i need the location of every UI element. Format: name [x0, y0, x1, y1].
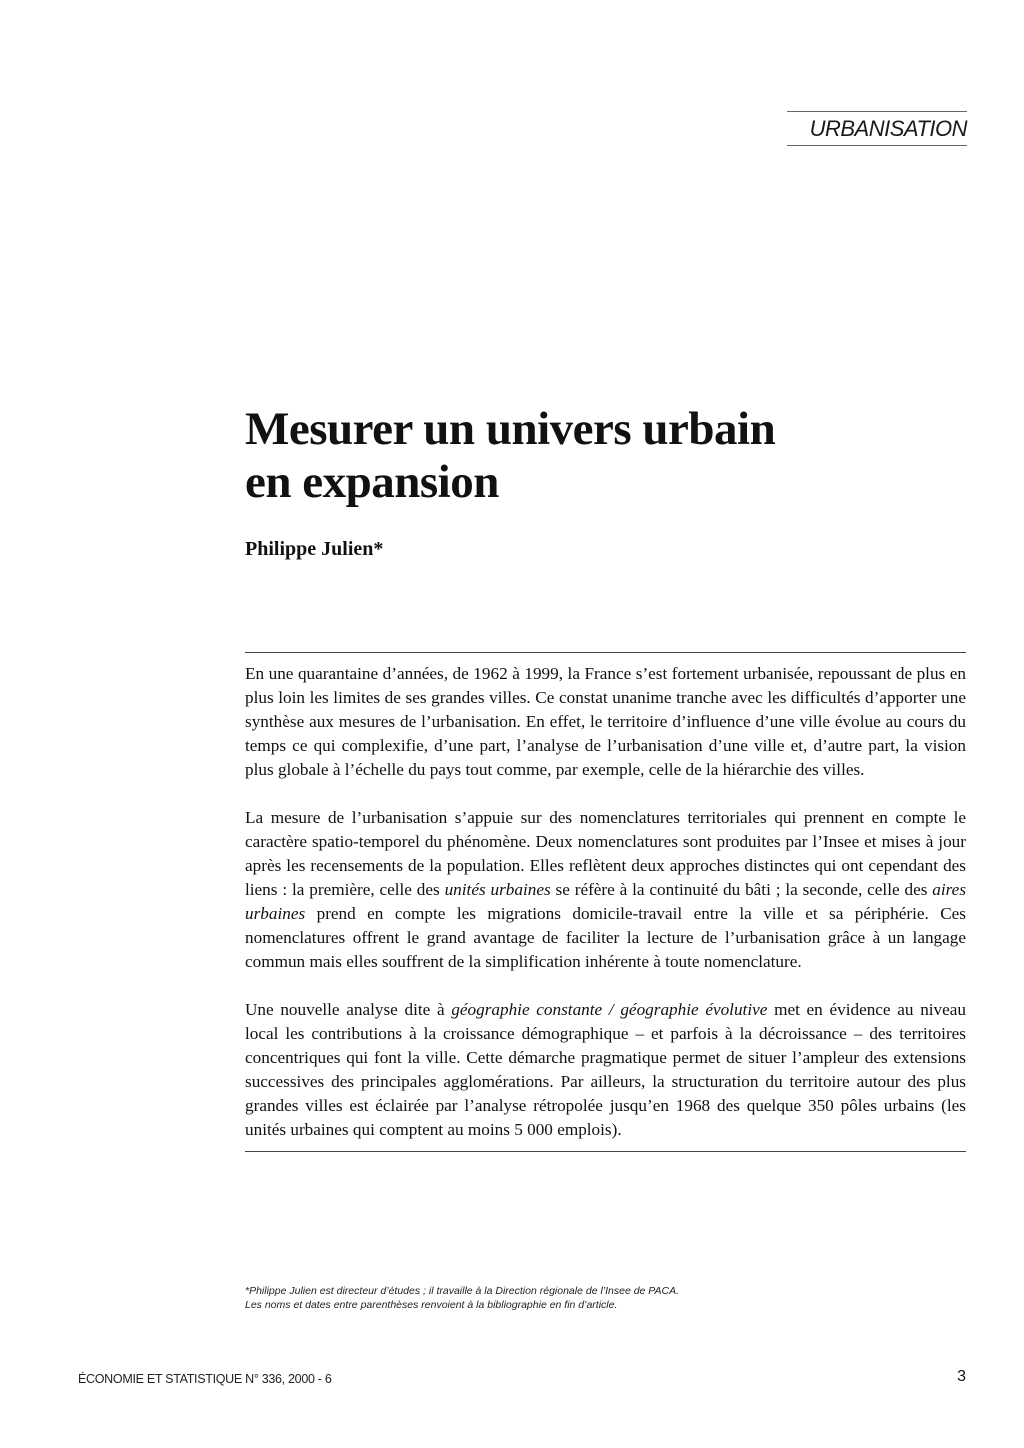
page-number: 3	[957, 1368, 966, 1385]
footnote-line-2: Les noms et dates entre parenthèses renvoient à la bibliographie en fin d’article.	[245, 1299, 618, 1311]
article-title	[245, 403, 985, 509]
abstract-p3-text-a: Une nouvelle analyse dite à	[245, 1000, 452, 1019]
abstract-p3-text-b: met en évidence au niveau local les contributions à la croissance démographique – et parfois à la décroissance – des territoires concentriques qui font la ville. Cette démarche pragmatique permet de situer l’ampleur des extensions successives des principales agglomérations. Par ailleurs, la structuration du territoire autour des plus grandes villes est éclairée par l’analyse rétropolée jusqu’en 1968 des quelque 350 pôles urbains (les unités urbaines qui comptent au moins 5 000 emplois).	[245, 1000, 967, 1139]
title-line-2: en expansion	[245, 456, 499, 508]
abstract-p2-text-b: se réfère à la continuité du bâti ; la seconde, celle des	[550, 880, 933, 899]
abstract-p3-emphasis: géographie constante / géographie évolutive	[451, 1000, 768, 1019]
abstract-paragraph-3	[245, 998, 966, 1142]
section-tag: URBANISATION	[787, 111, 967, 146]
footnote-line-1: *Philippe Julien est directeur d’études ; il travaille à la Direction régionale de l’Insee de PACA.	[245, 1285, 680, 1297]
abstract-p2-text-a: La mesure de l’urbanisation s’appuie sur des nomenclatures territoriales qui prennent en compte le caractère spatio-temporel du phénomène. Deux nomenclatures sont produites par l’Insee et mises à jour après les recensements de la population. Elles reflètent deux approches distinctes qui ont cependant des liens : la première, celle des	[245, 808, 966, 899]
abstract-p2-emphasis-1: unités urbaines	[444, 880, 551, 899]
abstract	[245, 652, 966, 1152]
footnote	[245, 1284, 965, 1312]
author-name: Philippe Julien*	[245, 538, 384, 560]
abstract-paragraph-2	[245, 806, 966, 974]
abstract-p2-text-c: prend en compte les migrations domicile-travail entre la ville et sa périphérie. Ces nomenclatures offrent le grand avantage de faciliter la lecture de l’urbanisation grâce à un langage commun mais elles souffrent de la simplification inhérente à toute nomenclature.	[245, 904, 966, 971]
abstract-paragraph-1: En une quarantaine d’années, de 1962 à 1999, la France s’est fortement urbanisée, repoussant de plus en plus loin les limites de ses grandes villes. Ce constat unanime tranche avec les difficultés d’apporter une synthèse aux mesures de l’urbanisation. En effet, le territoire d’influence d’une ville évolue au cours du temps ce qui complexifie, d’une part, l’analyse de l’urbanisation d’une ville et, d’autre part, la vision plus globale à l’échelle du pays tout comme, par exemple, celle de la hiérarchie des villes.	[245, 664, 966, 779]
journal-reference: ÉCONOMIE ET STATISTIQUE N° 336, 2000 - 6	[78, 1372, 332, 1386]
title-line-1: Mesurer un univers urbain	[245, 403, 776, 455]
abstract-p2-emphasis-2: aires urbaines	[245, 880, 967, 923]
